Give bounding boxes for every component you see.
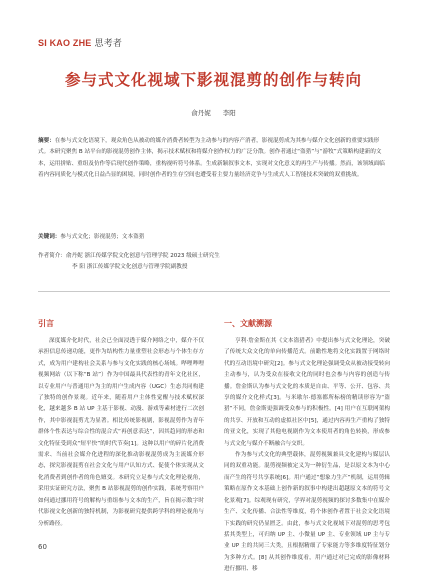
abstract: [38, 136, 390, 181]
intro-heading: 引言: [38, 319, 54, 328]
author-affiliations: [38, 251, 390, 273]
keywords: [38, 232, 390, 243]
section-divider: [38, 291, 390, 292]
intro-column: [38, 336, 204, 530]
affiliation-line: 李 阳 浙江传媒学院文化创意与管理学院副教授: [72, 264, 188, 270]
affiliation-line: 作者简介：俞丹妮 浙江传媒学院文化创意与管理学院 2023 级硕士研究生: [38, 253, 220, 259]
page-number: 60: [38, 543, 47, 551]
abstract-text: 在参与式文化语境下，观众角色从被动的媒介消费者转型为主动参与的内容产消者，影视混剪成为其参与媒介文化创新的重要实践形式。本研究聚焦 B 站平台的影视混剪创作主体，揭示技术赋权和将媒介创作权力的广泛分散。创作者通过“盗猎”与“游牧”式策略构建新的文本，运用拼贴、重组及仿作等后现代创作策略，重构视听符号体系。生成新颖叙事文本，实现对文化意义的再生产与传播。然而，该领域面临着内容同质化与模式化日益凸显的困境，同时创作者的生存空间也遭受着主要力量经济竞争与生成式人工智能技术突破的双重挑战。: [38, 138, 385, 178]
review-heading: 一、文献溯源: [224, 319, 272, 328]
body-paragraph: 亨利·詹金斯在其《文本盗猎者》中提出参与式文化理论，突破了传统大众文化的单向传播范式。前瞻性地将文化实践置于网络时代的互动语境中研究[2]。参与式文化理论强调受众从被动接受转向主动参与，认为受众在接收文化的同时也会参与内容的创造与传播。詹金斯认为参与式文化的本质是自由、平等、公开、包容、共享的媒介文化样式[3]。与米歇尔·德塞都所标榜的精读形容为“盗猎”不同，詹金斯更强调受众参与的积极性。[4] 用户在互联网架构的共享、开放和互动的虚拟社区中[5]，通过内容再生产重构了独特的亚文化，实现了其他电视剧作为文本使用者的角色转换，形成参与式文化与媒介不断融合与交织。: [224, 338, 390, 447]
journal-brand: SI KAO ZHE: [38, 38, 92, 48]
body-paragraph: 作为参与式文化的典型载体，混剪视频兼具文化建构与媒层认同的双重功能。混剪视频被定义为一种衍生品，是以原文本为中心而产生的符号共享系统[6]。用户通过“想象力生产”机制，运用剪辑策略在原作文本基础上创作新的叙事中构建出超越原文本的符号文化景观[7]。综观现有研究，学界对混剪视频的探讨多数集中在媒介生产、文化传播、合法性等维度，将个体创作者置于社会文化语境下实践的研究仍显匮乏。由此，参与式文化视域下对混剪的思考包括其类型上，可归纳 UP 主、小微量 UP 主、专业领域 UP 主与专业 UP 主的共同三大类，且根据精细了专家能力等多维度特征划分为多种方式。[8] 从其创作维度看，用户通过对已完成的影像材料进行挪用、移: [224, 452, 390, 573]
article-title: 参与式文化视域下影视混剪的创作与转向: [64, 71, 362, 89]
journal-section: 思考者: [94, 39, 123, 49]
review-column: [224, 336, 390, 576]
author-list: [0, 108, 427, 117]
keywords-text: 参与式文化；影视混剪；文本盗猎: [60, 234, 145, 240]
author-name: 李阳: [222, 109, 236, 117]
abstract-label: 摘要：: [38, 138, 55, 144]
keywords-label: 关键词：: [38, 234, 61, 240]
body-paragraph: 深度媒介化时代，社会已全面浸透于媒介网络之中，媒介不仅承担信息传递功能，更作为结构性力量重塑社会形态与个体生存方式，成为用户建构社会关系与参与文化实践的核心场域。哔哩哔哩视频网站（以下称“B 站”）作为中国最具代表性的青年文化社区，以专业用户与普通用户为主的用户生成内容（UGC）生态共同构建了独特的创作景观。近年来，随着用户主体性觉醒与技术赋权深化，越来越多 B 站 UP 主基于影视、动漫、游戏等素材进行二次创作，其中影视混剪尤为显著。相比传统影视剧，影视混剪作为青年群体个性表达与综合性的混合式“再创意表达”，因其趋同的形态和文化特征受到众“短平快”的时代节奏[1]。这种以用户的碎片化消费需求、当前社会媒介化进程的深化推动影视混剪成为主流媒介形态，探究影视混剪在社会文化与用户认知方式、促使个体实现从文化消费者到创作者的角色嬗变。本研究立足参与式文化理论视角，采用实证研究方法，聚焦 B 站影视混剪的创作实践，系统考察用户如何通过挪用符号的解构与重组参与文本的生产，旨在揭示数字时代影视文化创新的独特机制，为影视研究提供跨学科的理论视角与分析路径。: [38, 338, 204, 527]
author-name: 俞丹妮: [191, 109, 211, 117]
running-header: [38, 36, 122, 49]
